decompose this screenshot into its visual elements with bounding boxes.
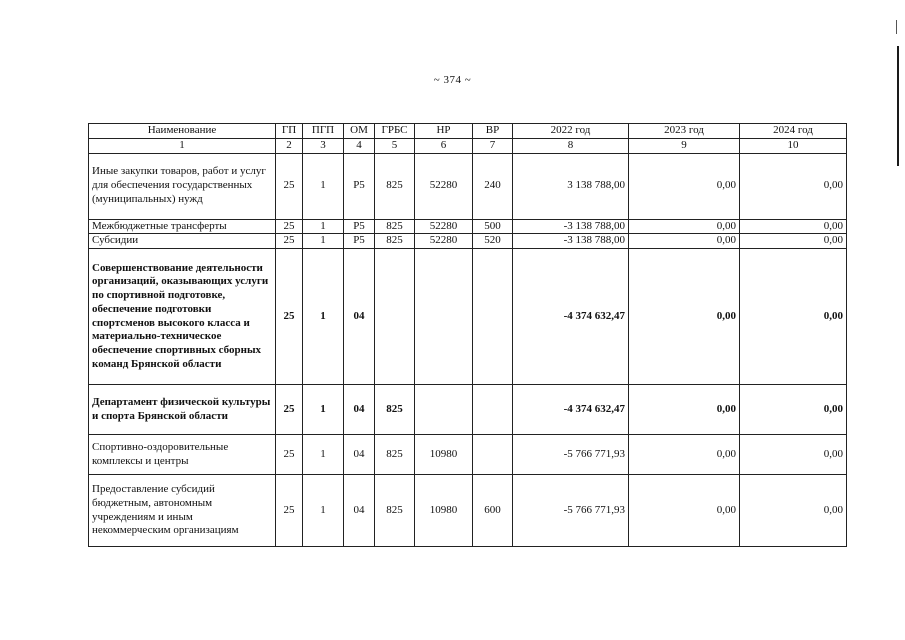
table-row	[89, 385, 847, 435]
row-grbs: 825	[375, 435, 415, 475]
header-2022: 2022 год	[513, 124, 629, 139]
row-om: 04	[344, 385, 375, 435]
table-row	[89, 234, 847, 249]
row-2022: -3 138 788,00	[513, 234, 629, 249]
page-number: ~ 374 ~	[433, 74, 472, 86]
column-number: 9	[629, 138, 740, 153]
row-2024: 0,00	[740, 385, 847, 435]
row-vr: 520	[473, 234, 513, 249]
row-pgp: 1	[303, 234, 344, 249]
row-2023: 0,00	[629, 475, 740, 547]
column-number: 1	[89, 138, 276, 153]
row-gp: 25	[276, 475, 303, 547]
row-pgp: 1	[303, 153, 344, 219]
row-2022: -3 138 788,00	[513, 219, 629, 234]
row-name: Предоставление субсидий бюджетным, автономным учреждениям и иным некоммерческим организациям	[89, 475, 276, 547]
scan-edge-tick	[896, 20, 897, 34]
header-2024: 2024 год	[740, 124, 847, 139]
header-name: Наименование	[89, 124, 276, 139]
column-number: 7	[473, 138, 513, 153]
row-2023: 0,00	[629, 385, 740, 435]
header-vr: ВР	[473, 124, 513, 139]
row-gp: 25	[276, 249, 303, 385]
row-vr: 240	[473, 153, 513, 219]
header-row	[89, 124, 847, 139]
header-pgp: ПГП	[303, 124, 344, 139]
row-grbs	[375, 249, 415, 385]
row-2023: 0,00	[629, 219, 740, 234]
row-nr: 52280	[415, 234, 473, 249]
table-row	[89, 435, 847, 475]
row-pgp: 1	[303, 385, 344, 435]
table-row	[89, 475, 847, 547]
row-nr: 10980	[415, 435, 473, 475]
row-gp: 25	[276, 219, 303, 234]
budget-table	[88, 123, 847, 547]
row-name: Субсидии	[89, 234, 276, 249]
row-gp: 25	[276, 435, 303, 475]
row-vr: 600	[473, 475, 513, 547]
row-nr: 52280	[415, 219, 473, 234]
row-2024: 0,00	[740, 249, 847, 385]
column-number: 10	[740, 138, 847, 153]
row-vr	[473, 385, 513, 435]
row-pgp: 1	[303, 249, 344, 385]
row-om: 04	[344, 475, 375, 547]
row-2023: 0,00	[629, 435, 740, 475]
row-nr: 10980	[415, 475, 473, 547]
row-om: Р5	[344, 219, 375, 234]
row-nr: 52280	[415, 153, 473, 219]
row-grbs: 825	[375, 153, 415, 219]
header-om: ОМ	[344, 124, 375, 139]
row-grbs: 825	[375, 219, 415, 234]
row-grbs: 825	[375, 475, 415, 547]
row-2023: 0,00	[629, 249, 740, 385]
row-grbs: 825	[375, 385, 415, 435]
row-om: 04	[344, 249, 375, 385]
header-gp: ГП	[276, 124, 303, 139]
header-2023: 2023 год	[629, 124, 740, 139]
row-2022: -5 766 771,93	[513, 475, 629, 547]
column-number: 5	[375, 138, 415, 153]
row-nr	[415, 385, 473, 435]
row-gp: 25	[276, 234, 303, 249]
column-number: 2	[276, 138, 303, 153]
row-name: Совершенствование деятельности организаций, оказывающих услуги по спортивной подготовке, обеспечение подготовки спортсменов высокого класса и материально-техническое обеспечение спортивных сборных команд Брянской области	[89, 249, 276, 385]
row-2022: -5 766 771,93	[513, 435, 629, 475]
row-vr	[473, 249, 513, 385]
row-vr	[473, 435, 513, 475]
table-row	[89, 249, 847, 385]
row-name: Иные закупки товаров, работ и услуг для обеспечения государственных (муниципальных) нужд	[89, 153, 276, 219]
row-pgp: 1	[303, 475, 344, 547]
header-nr: НР	[415, 124, 473, 139]
table-row	[89, 219, 847, 234]
header-grbs: ГРБС	[375, 124, 415, 139]
row-grbs: 825	[375, 234, 415, 249]
row-om: 04	[344, 435, 375, 475]
column-number: 4	[344, 138, 375, 153]
row-2023: 0,00	[629, 234, 740, 249]
row-2022: 3 138 788,00	[513, 153, 629, 219]
row-gp: 25	[276, 153, 303, 219]
column-number: 6	[415, 138, 473, 153]
row-gp: 25	[276, 385, 303, 435]
row-2024: 0,00	[740, 234, 847, 249]
column-number: 8	[513, 138, 629, 153]
row-pgp: 1	[303, 219, 344, 234]
table-row	[89, 153, 847, 219]
row-om: Р5	[344, 153, 375, 219]
row-name: Межбюджетные трансферты	[89, 219, 276, 234]
scan-edge-mark	[897, 46, 899, 166]
row-2024: 0,00	[740, 435, 847, 475]
row-vr: 500	[473, 219, 513, 234]
row-om: Р5	[344, 234, 375, 249]
row-name: Департамент физической культуры и спорта Брянской области	[89, 385, 276, 435]
row-2024: 0,00	[740, 153, 847, 219]
row-2022: -4 374 632,47	[513, 385, 629, 435]
row-nr	[415, 249, 473, 385]
row-2024: 0,00	[740, 475, 847, 547]
row-2024: 0,00	[740, 219, 847, 234]
row-2023: 0,00	[629, 153, 740, 219]
row-name: Спортивно-оздоровительные комплексы и центры	[89, 435, 276, 475]
column-number: 3	[303, 138, 344, 153]
row-pgp: 1	[303, 435, 344, 475]
column-number-row	[89, 138, 847, 153]
row-2022: -4 374 632,47	[513, 249, 629, 385]
